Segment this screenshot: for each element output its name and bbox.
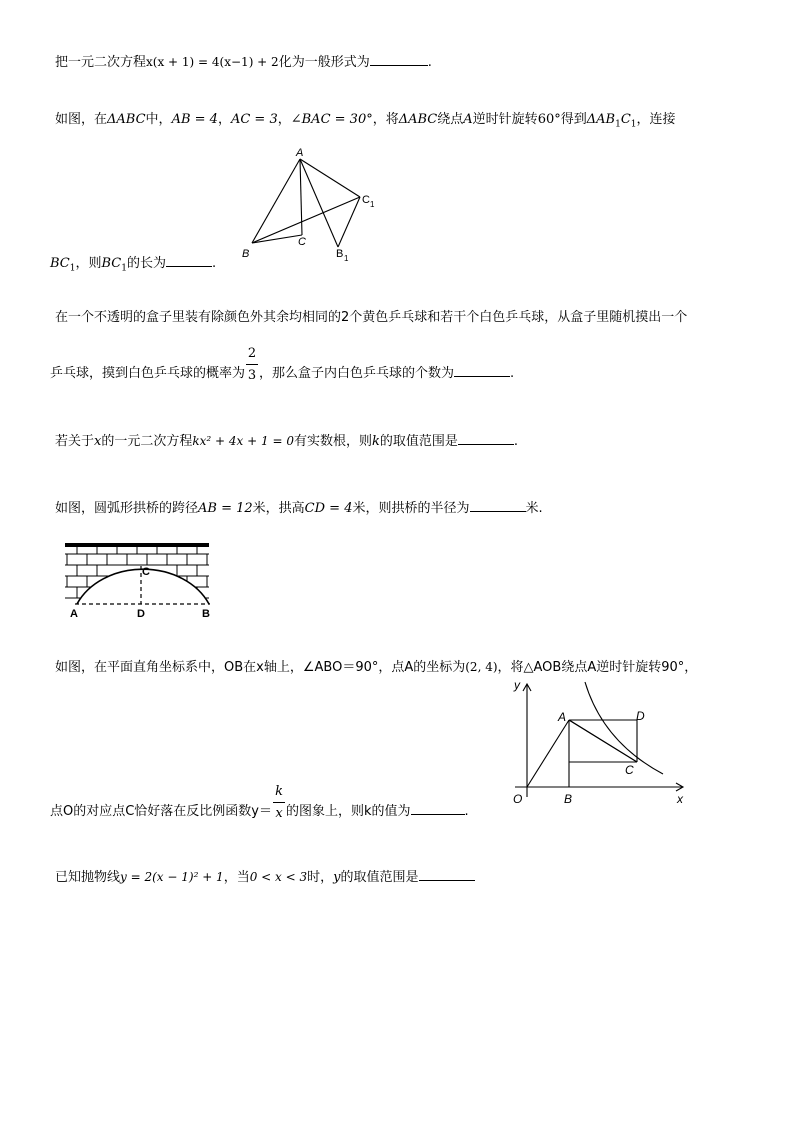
q6-text: 的图象上，则k的值为 bbox=[286, 804, 411, 819]
q4-text: 有实数根，则 bbox=[293, 434, 372, 449]
q1-equation: x(x + 1) = 4(x−1) + 2 bbox=[146, 55, 279, 69]
q6-fig-label-y: y bbox=[514, 678, 520, 692]
question-2-line-1 bbox=[55, 110, 676, 135]
q4-end: . bbox=[513, 434, 519, 449]
q2-bc1-2: BC bbox=[101, 256, 122, 271]
q1-end: . bbox=[427, 55, 432, 70]
q2-degree: 60° bbox=[537, 112, 561, 127]
q6-fig-label-b: B bbox=[564, 792, 573, 806]
q2-fig-label-c1-sub: 1 bbox=[370, 200, 375, 209]
q7-answer-blank[interactable] bbox=[419, 866, 475, 881]
q2-fig-label-c: C bbox=[298, 236, 306, 248]
question-6-line-2 bbox=[50, 783, 469, 822]
q2-point-a: A bbox=[463, 112, 473, 127]
q4-var-x: x bbox=[94, 434, 102, 449]
q2-fig-label-b1-sub: 1 bbox=[344, 254, 349, 263]
q6-text: 如图，在平面直角坐标系中，OB在x轴上，∠ABO＝90°，点A的坐标为 bbox=[55, 660, 466, 675]
question-4 bbox=[55, 430, 518, 452]
q5-ab-eq: AB = 12 bbox=[198, 501, 253, 516]
q2-text: ，则 bbox=[75, 256, 102, 271]
q6-text: ，将△AOB绕点A逆时针旋转90°， bbox=[497, 660, 698, 675]
q6-fig-label-a: A bbox=[558, 710, 567, 724]
q4-var-k: k bbox=[371, 434, 380, 449]
q5-text: 米，拱高 bbox=[252, 501, 305, 516]
q2-sub: 1 bbox=[615, 119, 621, 130]
q2-triangle-abc: ΔABC bbox=[107, 112, 146, 127]
q6-coordinate-figure bbox=[505, 672, 685, 812]
q2-angle-eq: ∠BAC = 30° bbox=[290, 112, 373, 127]
q5-text: 米，则拱桥的半径为 bbox=[352, 501, 470, 516]
q6-coordinate: (2, 4) bbox=[465, 660, 498, 674]
q2-sep: ， bbox=[277, 112, 291, 127]
q3-end: . bbox=[510, 366, 515, 381]
q2-triangle-c: C bbox=[620, 112, 631, 127]
q7-text: ，当 bbox=[223, 870, 250, 885]
q6-fig-label-d: D bbox=[636, 709, 645, 723]
q2-fig-label-a: A bbox=[296, 147, 304, 159]
q7-text: 已知抛物线 bbox=[55, 870, 121, 885]
q6-frac-bar bbox=[273, 802, 285, 803]
q2-end: . bbox=[212, 256, 217, 271]
q2-ab-eq: AB = 4 bbox=[171, 112, 218, 127]
q5-cd-eq: CD = 4 bbox=[304, 501, 353, 516]
q3-text-line-1: 在一个不透明的盒子里装有除颜色外其余均相同的2个黄色乒乓球和若干个白色乒乓球，从盒子里随机摸出一个 bbox=[55, 310, 688, 325]
q2-triangle-abc-2: ΔABC bbox=[398, 112, 438, 127]
q2-sub: 1 bbox=[121, 263, 127, 274]
question-3-line-2 bbox=[50, 345, 515, 384]
q7-var-y: y bbox=[333, 870, 341, 885]
q6-fig-label-x: x bbox=[677, 792, 683, 806]
question-2-line-2 bbox=[50, 252, 216, 279]
q2-sep: ， bbox=[217, 112, 231, 127]
q2-fig-label-b: B bbox=[242, 248, 250, 260]
question-1 bbox=[55, 51, 432, 73]
q3-frac-bar bbox=[246, 364, 258, 365]
q2-text: 逆时针旋转 bbox=[472, 112, 538, 127]
q2-text: 绕点 bbox=[437, 112, 464, 127]
q4-text: 的取值范围是 bbox=[379, 434, 458, 449]
q2-sub: 1 bbox=[69, 263, 76, 274]
q2-prefix: 如图，在 bbox=[55, 112, 108, 127]
q3-answer-blank[interactable] bbox=[454, 362, 510, 377]
q6-end: . bbox=[464, 804, 469, 819]
q5-text: 如图，圆弧形拱桥的跨径 bbox=[55, 501, 199, 516]
q6-frac-numerator: k bbox=[275, 783, 283, 799]
q5-fig-label-c: C bbox=[142, 566, 150, 578]
question-5 bbox=[55, 497, 543, 519]
q4-text: 的一元二次方程 bbox=[101, 434, 193, 449]
q6-frac-denominator: x bbox=[275, 805, 283, 821]
q2-fig-label-b1: B bbox=[336, 248, 344, 260]
q3-frac-denominator: 3 bbox=[247, 367, 257, 383]
q2-text: 得到 bbox=[560, 112, 587, 127]
q6-answer-blank[interactable] bbox=[411, 800, 465, 815]
q4-text: 若关于 bbox=[55, 434, 95, 449]
question-3-line-1 bbox=[55, 308, 687, 328]
q2-text: ，将 bbox=[372, 112, 399, 127]
q6-fraction bbox=[272, 783, 286, 822]
q2-triangle-ab1c1: ΔAB bbox=[586, 112, 616, 127]
q2-ac-eq: AC = 3 bbox=[230, 112, 278, 127]
q6-fig-label-o: O bbox=[513, 792, 523, 806]
q1-text-before: 把一元二次方程 bbox=[55, 55, 147, 70]
q3-frac-numerator: 2 bbox=[247, 345, 257, 361]
q6-text: 点O的对应点C恰好落在反比例函数y＝ bbox=[50, 804, 273, 819]
q4-answer-blank[interactable] bbox=[458, 430, 514, 445]
q5-answer-blank[interactable] bbox=[470, 497, 526, 512]
q7-text: 时， bbox=[307, 870, 334, 885]
q7-text: 的取值范围是 bbox=[340, 870, 419, 885]
q2-bc1: BC bbox=[50, 256, 70, 271]
q5-fig-label-b: B bbox=[202, 608, 210, 620]
q3-text: 乒乓球，摸到白色乒乓球的概率为 bbox=[50, 366, 246, 381]
q2-sub: 1 bbox=[630, 119, 637, 130]
q4-equation: kx² + 4x + 1 = 0 bbox=[192, 434, 294, 448]
q2-fig-label-c1: C bbox=[362, 194, 370, 206]
q6-fig-label-c: C bbox=[625, 763, 634, 777]
question-7 bbox=[55, 866, 475, 888]
q3-text: ，那么盒子内白色乒乓球的个数为 bbox=[259, 366, 455, 381]
q3-fraction bbox=[245, 345, 259, 384]
q1-text-after: 化为一般形式为 bbox=[278, 55, 370, 70]
q5-arch-bridge-figure bbox=[62, 540, 222, 620]
q5-end: 米. bbox=[525, 501, 543, 516]
q2-text: 中， bbox=[145, 112, 172, 127]
q7-range: 0 < x < 3 bbox=[249, 870, 308, 884]
q7-equation: y = 2(x − 1)² + 1 bbox=[120, 870, 224, 884]
q1-answer-blank[interactable] bbox=[370, 51, 428, 66]
q2-text: 的长为 bbox=[126, 256, 166, 271]
q5-fig-label-a: A bbox=[70, 608, 78, 620]
q2-answer-blank[interactable] bbox=[166, 252, 212, 267]
q5-fig-label-d: D bbox=[137, 608, 145, 620]
q2-rotation-figure bbox=[240, 145, 380, 265]
q2-text: ，连接 bbox=[636, 112, 676, 127]
